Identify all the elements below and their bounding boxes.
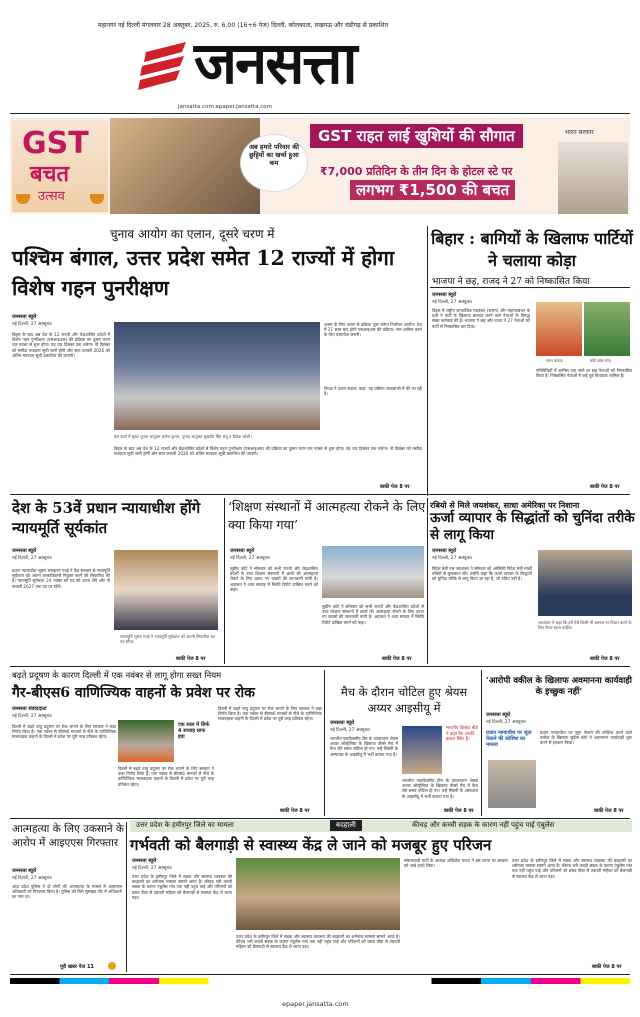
story7-byline: जनसत्ता ब्यूरो	[330, 720, 355, 726]
gst-sub: बचत	[30, 162, 70, 187]
ad-headline: GST राहत लाई खुशियों की सौगात	[310, 124, 523, 148]
story8-date: नई दिल्ली, 27 अक्तूबर।	[486, 720, 527, 725]
ad-bubble	[240, 134, 308, 192]
story2-photo1	[536, 302, 582, 356]
story5-caption: जयशंकर ने कहा कि हमें ऐसे किसी भी प्रस्ताव पर विचार करने के लिए तैयार रहना चाहिए।	[538, 620, 632, 630]
ad-offer-line2: लगभग ₹1,500 की बचत	[350, 180, 515, 200]
diya-icon	[90, 194, 104, 204]
story5-headline[interactable]: ऊर्जा व्यापार के सिद्धांतों को चुनिंदा तरीके से लागू किया	[430, 510, 635, 543]
story10-photo	[236, 858, 400, 930]
story2-subhead: भाजपा ने छह, राजद ने 27 को निष्कासित किया	[432, 277, 590, 287]
story8-caption: प्रधान न्यायाधीश पर जूता फेंकने की कोशिश का मामला	[486, 730, 532, 748]
divider	[481, 670, 482, 816]
story7-body-2: भारतीय एकदिवसीय टीम के उपकप्तान श्रेयस अय्यर ऑस्ट्रेलिया के खिलाफ तीसरे मैच में कैच लेते समय चोटिल हो गए। उन्हें सिडनी के अस्पताल के आइसीयू में भर्ती कराया गया है।	[402, 778, 478, 799]
story10-body-2: उत्तर प्रदेश के हमीरपुर जिले में सड़क और स्वास्थ्य व्यवस्था की बदहाली का शर्मनाक मामला सामने आया है। कीचड़ भरी कच्ची सड़क के कारण एंबुलेंस गांव तक नहीं पहुंच पाई और परिजनों को प्रसव पीड़ा से तड़पती महिला को बैलगाड़ी से स्वास्थ्य केंद्र ले जाना पड़ा।	[236, 934, 400, 950]
story5-kicker: रबियो से मिले जयशंकर, साधा अमेरिका पर निशाना	[430, 500, 580, 510]
story2-more[interactable]: बाकी पेज 8 पर	[590, 484, 620, 490]
arrow-icon	[108, 962, 116, 970]
gst-ad[interactable]	[10, 118, 630, 214]
ad-bubble-text: अब हमारे परिवार की छुट्टियों का खर्चा हुआ कम	[249, 143, 299, 167]
story2-cap2: छोटे लाल राय।	[590, 358, 612, 363]
story10-tag-left: उत्तर प्रदेश के हमीरपुर जिले का मामला	[136, 821, 234, 829]
masthead-info: महानगर नई दिल्ली मंगलवार 28 अक्तूबर, 2025, रु. 6.00 (16+6 पेज) दिल्ली, कोलकाता, लखनऊ और चंडीगढ़ से प्रकाशित	[98, 22, 388, 29]
story10-body: उत्तर प्रदेश के हमीरपुर जिले में सड़क और स्वास्थ्य व्यवस्था की बदहाली का शर्मनाक मामला सामने आया है। कीचड़ भरी कच्ची सड़क के कारण एंबुलेंस गांव तक नहीं पहुंच पाई और परिजनों को प्रसव पीड़ा से तड़पती महिला को बैलगाड़ी से स्वास्थ्य केंद्र ले जाना पड़ा।	[132, 874, 232, 900]
story3-byline: जनसत्ता ब्यूरो	[12, 548, 37, 554]
story9-date: नई दिल्ली, 27 अक्तूबर।	[12, 876, 53, 881]
footer-url[interactable]: epaper.jansatta.com	[282, 1000, 349, 1008]
story6-body: दिल्ली में बढ़ते वायु प्रदूषण पर रोक लगाने के लिए सरकार ने कड़ा निर्णय लिया है। एक नवंबर से बीएस6 मानकों से नीचे के वाणिज्यिक मालवाहक वाहनों के दिल्ली में प्रवेश पर पूरी तरह प्रतिबंध रहेगा।	[12, 724, 116, 740]
story10-date: नई दिल्ली, 27 अक्तूबर।	[132, 866, 173, 871]
story4-photo	[322, 546, 424, 598]
story1-body: बिहार के बाद अब देश के 12 राज्यों और केंद्रशासित प्रदेशों में विशेष गहन पुनरीक्षण (एसआइआर) की प्रक्रिया का दूसरा चरण चार नवंबर से शुरू होगा। यह चार दिसंबर तक चलेगा। नौ दिसंबर को मसौदा मतदाता सूची जारी होगी और सात फरवरी 2026 को अंतिम मतदाता सूची प्रकाशित की जाएगी।	[12, 332, 110, 358]
story4-more[interactable]: बाकी पेज 8 पर	[382, 656, 412, 662]
story4-body-2: सुप्रीम कोर्ट ने सोमवार को सभी राज्यों और केंद्रशासित प्रदेशों से उच्च शिक्षण संस्थानों में छात्रों की आत्महत्या रोकने के लिए उठाए गए कदमों की जानकारी मांगी है। अदालत ने आठ सप्ताह में स्थिति रिपोर्ट दाखिल करने को कहा।	[322, 604, 424, 625]
divider	[10, 494, 630, 495]
story2-date: नई दिल्ली, 27 अक्तूबर।	[432, 300, 473, 305]
story7-quote: भारतीय क्रिकेट बोर्ड ने कहा कि उनकी हालत स्थिर है।	[446, 726, 478, 742]
story7-date: नई दिल्ली, 27 अक्तूबर।	[330, 728, 371, 733]
ad-offer-line1: ₹7,000 प्रतिदिन के तीन दिन के होटल स्टे पर	[320, 165, 513, 178]
story10-more[interactable]: बाकी पेज 8 पर	[592, 964, 622, 970]
divider	[10, 818, 630, 819]
story10-tag-right: कीचड़ और कच्ची सड़क के कारण नहीं पहुंच पाई एंबुलेंस	[412, 821, 555, 829]
story2-body: बिहार में राष्ट्रीय जनतांत्रिक गठबंधन (राजग) और महागठबंधन के दलों ने पार्टी के खिलाफ बगावत करने वाले नेताओं के विरुद्ध सख्त कार्रवाई की है। भाजपा ने छह और राजद ने 27 नेताओं को पार्टी से निष्कासित कर दिया।	[432, 308, 530, 329]
story9-byline: जनसत्ता ब्यूरो	[12, 868, 37, 874]
story6-more[interactable]: बाकी पेज 8 पर	[280, 808, 310, 814]
masthead-rule	[10, 113, 630, 114]
story6-body-2: दिल्ली में बढ़ते वायु प्रदूषण पर रोक लगाने के लिए सरकार ने कड़ा निर्णय लिया है। एक नवंबर से बीएस6 मानकों से नीचे के वाणिज्यिक मालवाहक वाहनों के दिल्ली में प्रवेश पर पूरी तरह प्रतिबंध रहेगा।	[118, 766, 214, 787]
story5-byline: जनसत्ता ब्यूरो	[432, 548, 457, 554]
footer-color-bar	[10, 978, 630, 984]
story6-photo	[118, 720, 174, 762]
story5-date: नई दिल्ली, 27 अक्तूबर।	[432, 556, 473, 561]
story10-body-3: उत्तर प्रदेश के हमीरपुर जिले में सड़क और स्वास्थ्य व्यवस्था की बदहाली का शर्मनाक मामला सामने आया है। कीचड़ भरी कच्ची सड़क के कारण एंबुलेंस गांव तक नहीं पहुंच पाई और परिजनों को प्रसव पीड़ा से तड़पती महिला को बैलगाड़ी से स्वास्थ्य केंद्र ले जाना पड़ा।	[512, 858, 632, 879]
logo	[136, 29, 516, 98]
story1-headline[interactable]: पश्चिम बंगाल, उत्तर प्रदेश समेत 12 राज्यों में होगा विशेष गहन पुनरीक्षण	[12, 246, 395, 300]
story2-col-b: गतिविधियों में शामिल पाए जाने पर छह नेताओं को निष्कासित किया है। निष्कासित नेताओं में कई पूर्व विधायक शामिल हैं।	[536, 368, 632, 379]
divider	[224, 498, 225, 664]
story8-photo	[488, 760, 536, 808]
story8-byline: जनसत्ता ब्यूरो	[486, 712, 511, 718]
story5-photo	[538, 550, 632, 616]
story1-caption: प्रेस वार्ता में मुख्य चुनाव आयुक्त ज्ञानेश कुमार, चुनाव आयुक्त सुखबीर सिंह संधू व विवेक जोशी।	[114, 434, 252, 439]
story9-body: आंध्र प्रदेश पुलिस ने दो लोगों की आत्महत्या के मामले में आइएएस अधिकारी को गिरफ्तार किया है। पुलिस को मिले सुसाइड नोट में अधिकारी का नाम था।	[12, 884, 122, 900]
story8-body: प्रधान न्यायाधीश पर जूता फेंकने की कोशिश करने वाले वकील के खिलाफ सुप्रीम कोर्ट ने अवमानना कार्यवाही शुरू करने से इनकार किया।	[540, 730, 632, 746]
story1-col-c: विपक्ष ने उठाए सवाल, कहा- यह प्रक्रिया जल्दबाजी में की जा रही है।	[324, 386, 422, 397]
story1-body-2: बिहार के बाद अब देश के 12 राज्यों और केंद्रशासित प्रदेशों में विशेष गहन पुनरीक्षण (एसआइआर) की प्रक्रिया का दूसरा चरण चार नवंबर से शुरू होगा। यह चार दिसंबर तक चलेगा। नौ दिसंबर को मसौदा मतदाता सूची जारी होगी और सात फरवरी 2026 को अंतिम मतदाता सूची प्रकाशित की जाएगी।	[114, 446, 422, 457]
story6-headline[interactable]: गैर-बीएस6 वाणिज्यिक वाहनों के प्रवेश पर रोक	[12, 685, 255, 701]
story4-byline: जनसत्ता ब्यूरो	[230, 548, 255, 554]
story10-byline: जनसत्ता ब्यूरो	[132, 858, 157, 864]
story7-headline[interactable]: मैच के दौरान चोटिल हुए श्रेयस अय्यर आइसीयू में	[340, 685, 468, 715]
story3-photo	[114, 550, 218, 630]
ad-emblem: भारत सरकार	[565, 129, 594, 136]
story10-tag-center: बदहाली	[330, 820, 362, 831]
story6-body-3: दिल्ली में बढ़ते वायु प्रदूषण पर रोक लगाने के लिए सरकार ने कड़ा निर्णय लिया है। एक नवंबर से बीएस6 मानकों से नीचे के वाणिज्यिक मालवाहक वाहनों के दिल्ली में प्रवेश पर पूरी तरह प्रतिबंध रहेगा।	[218, 706, 322, 722]
story1-col-b: असम के लिए अलग से प्रक्रिया शुरू करेगा निर्वाचन आयोग। देश में 21 साल बाद होगी एसआइआर की प्रक्रिया। नाम शामिल करने के लिए दस्तावेज जरूरी।	[324, 322, 422, 338]
logo-text: जनसत्ता	[194, 29, 356, 97]
story7-body: भारतीय एकदिवसीय टीम के उपकप्तान श्रेयस अय्यर ऑस्ट्रेलिया के खिलाफ तीसरे मैच में कैच लेते समय चोटिल हो गए। उन्हें सिडनी के अस्पताल के आइसीयू में भर्ती कराया गया है।	[330, 736, 398, 757]
ad-portrait	[558, 142, 628, 214]
story5-more[interactable]: बाकी पेज 8 पर	[590, 656, 620, 662]
story7-more[interactable]: बाकी पेज 8 पर	[444, 808, 474, 814]
story10-col-b: समाजवादी पार्टी के अध्यक्ष अखिलेश यादव ने इस घटना पर सरकार को आड़े हाथों लिया।	[404, 858, 508, 869]
gst-title: GST	[22, 126, 89, 161]
story2-byline: जनसत्ता ब्यूरो	[432, 292, 457, 298]
story1-kicker: चुनाव आयोग का एलान, दूसरे चरण में	[110, 227, 275, 241]
story1-byline: जनसत्ता ब्यूरो	[12, 314, 37, 320]
story9-more[interactable]: पूरी खबर पेज 11	[60, 964, 94, 970]
divider	[10, 974, 630, 975]
story3-more[interactable]: बाकी पेज 8 पर	[176, 656, 206, 662]
divider	[430, 287, 630, 288]
gst-badge	[12, 120, 108, 212]
divider	[10, 666, 630, 667]
story6-byline: जनसत्ता संवाददाता	[12, 706, 47, 712]
masthead-urls[interactable]: jansatta.com epaper.jansatta.com	[178, 104, 272, 110]
story2-photo2	[584, 302, 630, 356]
story4-headline[interactable]: ‘शिक्षण संस्थानों में आत्महत्या रोकने के लिए क्या किया गया’	[228, 499, 426, 532]
divider	[427, 498, 428, 664]
story2-headline[interactable]: बिहार : बागियों के खिलाफ पार्टियों ने चलाया कोड़ा	[431, 229, 633, 270]
story3-body: प्रधान न्यायाधीश भूषण रामकृष्ण गवई ने केंद्र सरकार से न्यायमूर्ति सूर्यकांत को अपना उत्तराधिकारी नियुक्त करने की सिफारिश की है। न्यायमूर्ति सूर्यकांत 24 नवंबर को पद की शपथ लेंगे और नौ फरवरी 2027 तक पद पर रहेंगे।	[12, 568, 110, 589]
divider	[427, 226, 428, 496]
story10-headline[interactable]: गर्भवती को बैलगाड़ी से स्वास्थ्य केंद्र ले जाने को मजबूर हुए परिजन	[130, 836, 492, 854]
story6-date: नई दिल्ली, 27 अक्तूबर।	[12, 714, 53, 719]
story4-body: सुप्रीम कोर्ट ने सोमवार को सभी राज्यों और केंद्रशासित प्रदेशों से उच्च शिक्षण संस्थानों में छात्रों की आत्महत्या रोकने के लिए उठाए गए कदमों की जानकारी मांगी है। अदालत ने आठ सप्ताह में स्थिति रिपोर्ट दाखिल करने को कहा।	[230, 566, 318, 592]
story3-headline[interactable]: देश के 53वें प्रधान न्यायाधीश होंगे न्यायमूर्ति सूर्यकांत	[12, 499, 201, 537]
story2-cap1: पवन यादव।	[546, 358, 564, 363]
story7-photo	[402, 726, 442, 774]
story6-note: एक साल में सिर्फ 4 सप्ताह साफ हवा	[178, 722, 210, 740]
gst-sub2: उत्सव	[38, 189, 65, 204]
story8-headline[interactable]: ‘आरोपी वकील के खिलाफ अवमानना कार्यवाही के इच्छुक नहीं’	[486, 676, 633, 697]
story1-more[interactable]: बाकी पेज 8 पर	[380, 484, 410, 490]
divider	[126, 822, 127, 972]
story3-date: नई दिल्ली, 27 अक्तूबर।	[12, 556, 53, 561]
story1-date: नई दिल्ली, 27 अक्तूबर।	[12, 322, 53, 327]
divider	[324, 670, 325, 816]
diya-icon	[16, 194, 30, 204]
ad-family-photo	[110, 118, 260, 214]
story1-photo	[114, 322, 320, 430]
story4-date: नई दिल्ली, 27 अक्तूबर।	[230, 556, 271, 561]
story8-more[interactable]: बाकी पेज 8 पर	[594, 808, 624, 814]
story3-caption: न्यायमूर्ति भूषण गवई ने न्यायमूर्ति सूर्यकांत को अपनी सिफारिश का पत्र सौंपा।	[120, 634, 215, 644]
story5-body: विदेश मंत्री एस जयशंकर ने सोमवार को अमेरिकी विदेश मंत्री मार्को रुबियो से मुलाकात की। उन्होंने कहा कि ऊर्जा व्यापार के सिद्धांतों को चुनिंदा तरीके से लागू किया जा रहा है, जो उचित नहीं है।	[432, 566, 532, 582]
story9-headline[interactable]: आत्महत्या के लिए उकसाने के आरोप में आइएएस गिरफ्तार	[12, 823, 124, 849]
story6-kicker: बढ़ते प्रदूषण के कारण दिल्ली में एक नवंबर से लागू होगा सख्त नियम	[12, 671, 222, 681]
